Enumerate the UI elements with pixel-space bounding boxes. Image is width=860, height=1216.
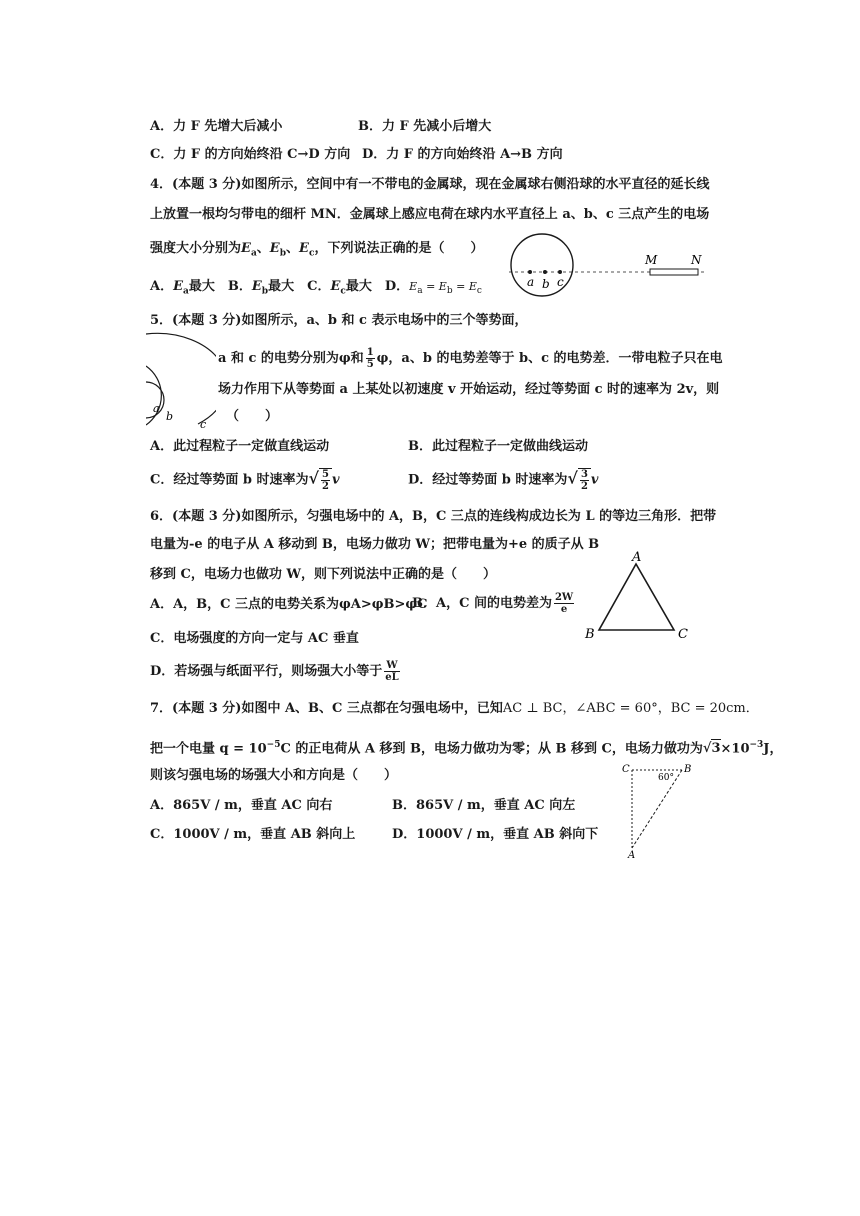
q5-line-4: （ ） — [226, 409, 279, 424]
label-n: N — [691, 253, 702, 267]
q5-option-b: B．此过程粒子一定做曲线运动 — [408, 439, 588, 454]
q6-option-a: A．A，B，C 三点的电势关系为φA>φB>φC — [150, 597, 428, 612]
label-c: c — [200, 418, 207, 430]
equilateral-triangle — [599, 564, 674, 630]
q5-option-a: A．此过程粒子一定做直线运动 — [150, 439, 330, 454]
q6-option-d: D．若场强与纸面平行，则场强大小等于 $\frac{W}{eL}$ — [150, 660, 399, 683]
label-b: B — [585, 627, 595, 642]
label-m: M — [645, 253, 658, 267]
q3-option-d: D．力 F 的方向始终沿 A→B 方向 — [362, 147, 563, 162]
q5-option-c: C．经过等势面 b 时速率为√ $\frac{5}{2}$ v — [150, 468, 340, 492]
q3-option-b: B．力 F 先减小后增大 — [358, 119, 492, 134]
label-c: C — [678, 627, 688, 642]
label-a: a — [153, 402, 160, 415]
q7-option-b: B．865V / m，垂直 AC 向左 — [392, 798, 576, 813]
q4-figure — [505, 228, 715, 298]
q3-option-a: A．力 F 先增大后减小 — [150, 119, 283, 134]
q6-option-c: C．电场强度的方向一定与 AC 垂直 — [150, 631, 359, 646]
q5-line-1: 5．(本题 3 分)如图所示，a、b 和 c 表示电场中的三个等势面， — [150, 313, 528, 328]
q7-option-c: C．1000V / m，垂直 AB 斜向上 — [150, 827, 356, 842]
point-a — [528, 270, 532, 274]
q7-option-a: A．865V / m，垂直 AC 向右 — [150, 798, 333, 813]
charged-rod-mn — [650, 269, 698, 275]
q4-line-3: 强度大小分别为$E_a$、$E_b$、$E_c$，下列说法正确的是（ ） — [150, 241, 484, 259]
q7-figure — [620, 760, 700, 860]
q6-line-1: 6．(本题 3 分)如图所示，匀强电场中的 A，B，C 三点的连线构成边长为 L 的等边三角形．把带 — [150, 509, 717, 524]
point-b — [543, 270, 547, 274]
q4-line-2: 上放置一根均匀带电的细杆 MN．金属球上感应电荷在球内水平直径上 a、b、c 三点产生的电场 — [150, 207, 710, 222]
label-c: C — [622, 764, 630, 775]
label-a: A — [628, 850, 636, 860]
q5-line-3: 场力作用下从等势面 a 上某处以初速度 v 开始运动，经过等势面 c 时的速率为 2v，则 — [218, 382, 720, 397]
q7-option-d: D．1000V / m，垂直 AB 斜向下 — [392, 827, 599, 842]
q3-option-c: C．力 F 的方向始终沿 C→D 方向 — [150, 147, 351, 162]
label-b: B — [684, 764, 692, 775]
q6-option-b: B．A，C 间的电势差为 $\frac{2W}{e}$ — [412, 592, 574, 615]
label-a: a — [527, 275, 535, 289]
point-c — [558, 270, 562, 274]
q6-figure — [582, 548, 692, 644]
label-c: c — [557, 275, 564, 289]
q6-line-2: 电量为-e 的电子从 A 移动到 B，电场力做功 W；把带电量为+e 的质子从 B — [150, 537, 600, 552]
q7-line-1: 7．(本题 3 分)如图中 A、B、C 三点都在匀强电场中，已知AC ⊥ BC，∠ABC = 60°，BC = 20cm． — [150, 701, 759, 716]
label-a: A — [632, 550, 642, 565]
angle-label: 60° — [658, 773, 674, 783]
q5-option-d: D．经过等势面 b 时速率为√ $\frac{3}{2}$ v — [408, 468, 599, 492]
q4-options: A．$E_a$最大 B．$E_b$最大 C．$E_c$最大 D．$E_a = E_b = E_c$ — [150, 279, 482, 297]
q7-line-2: 把一个电量 $q = 10^{-5}C$ 的正电荷从 A 移到 B，电场力做功为零；从 B 移到 C，电场力做功为$√3\times 10^{-3}J$， — [150, 740, 783, 757]
segment-ab — [632, 770, 682, 848]
q7-line-3: 则该匀强电场的场强大小和方向是（ ） — [150, 768, 398, 783]
label-b: b — [166, 410, 174, 423]
label-b: b — [542, 277, 550, 291]
q5-line-2: a 和 c 的电势分别为φ和 $\frac{1}{5}$ φ，a、b 的电势差等于 b、c 的电势差．一带电粒子只在电 — [218, 347, 723, 370]
q6-line-3: 移到 C，电场力也做功 W，则下列说法中正确的是（ ） — [150, 567, 496, 582]
q4-line-1: 4．(本题 3 分)如图所示，空间中有一不带电的金属球，现在金属球右侧沿球的水平直径的延长线 — [150, 177, 710, 192]
q5-figure — [146, 330, 216, 430]
